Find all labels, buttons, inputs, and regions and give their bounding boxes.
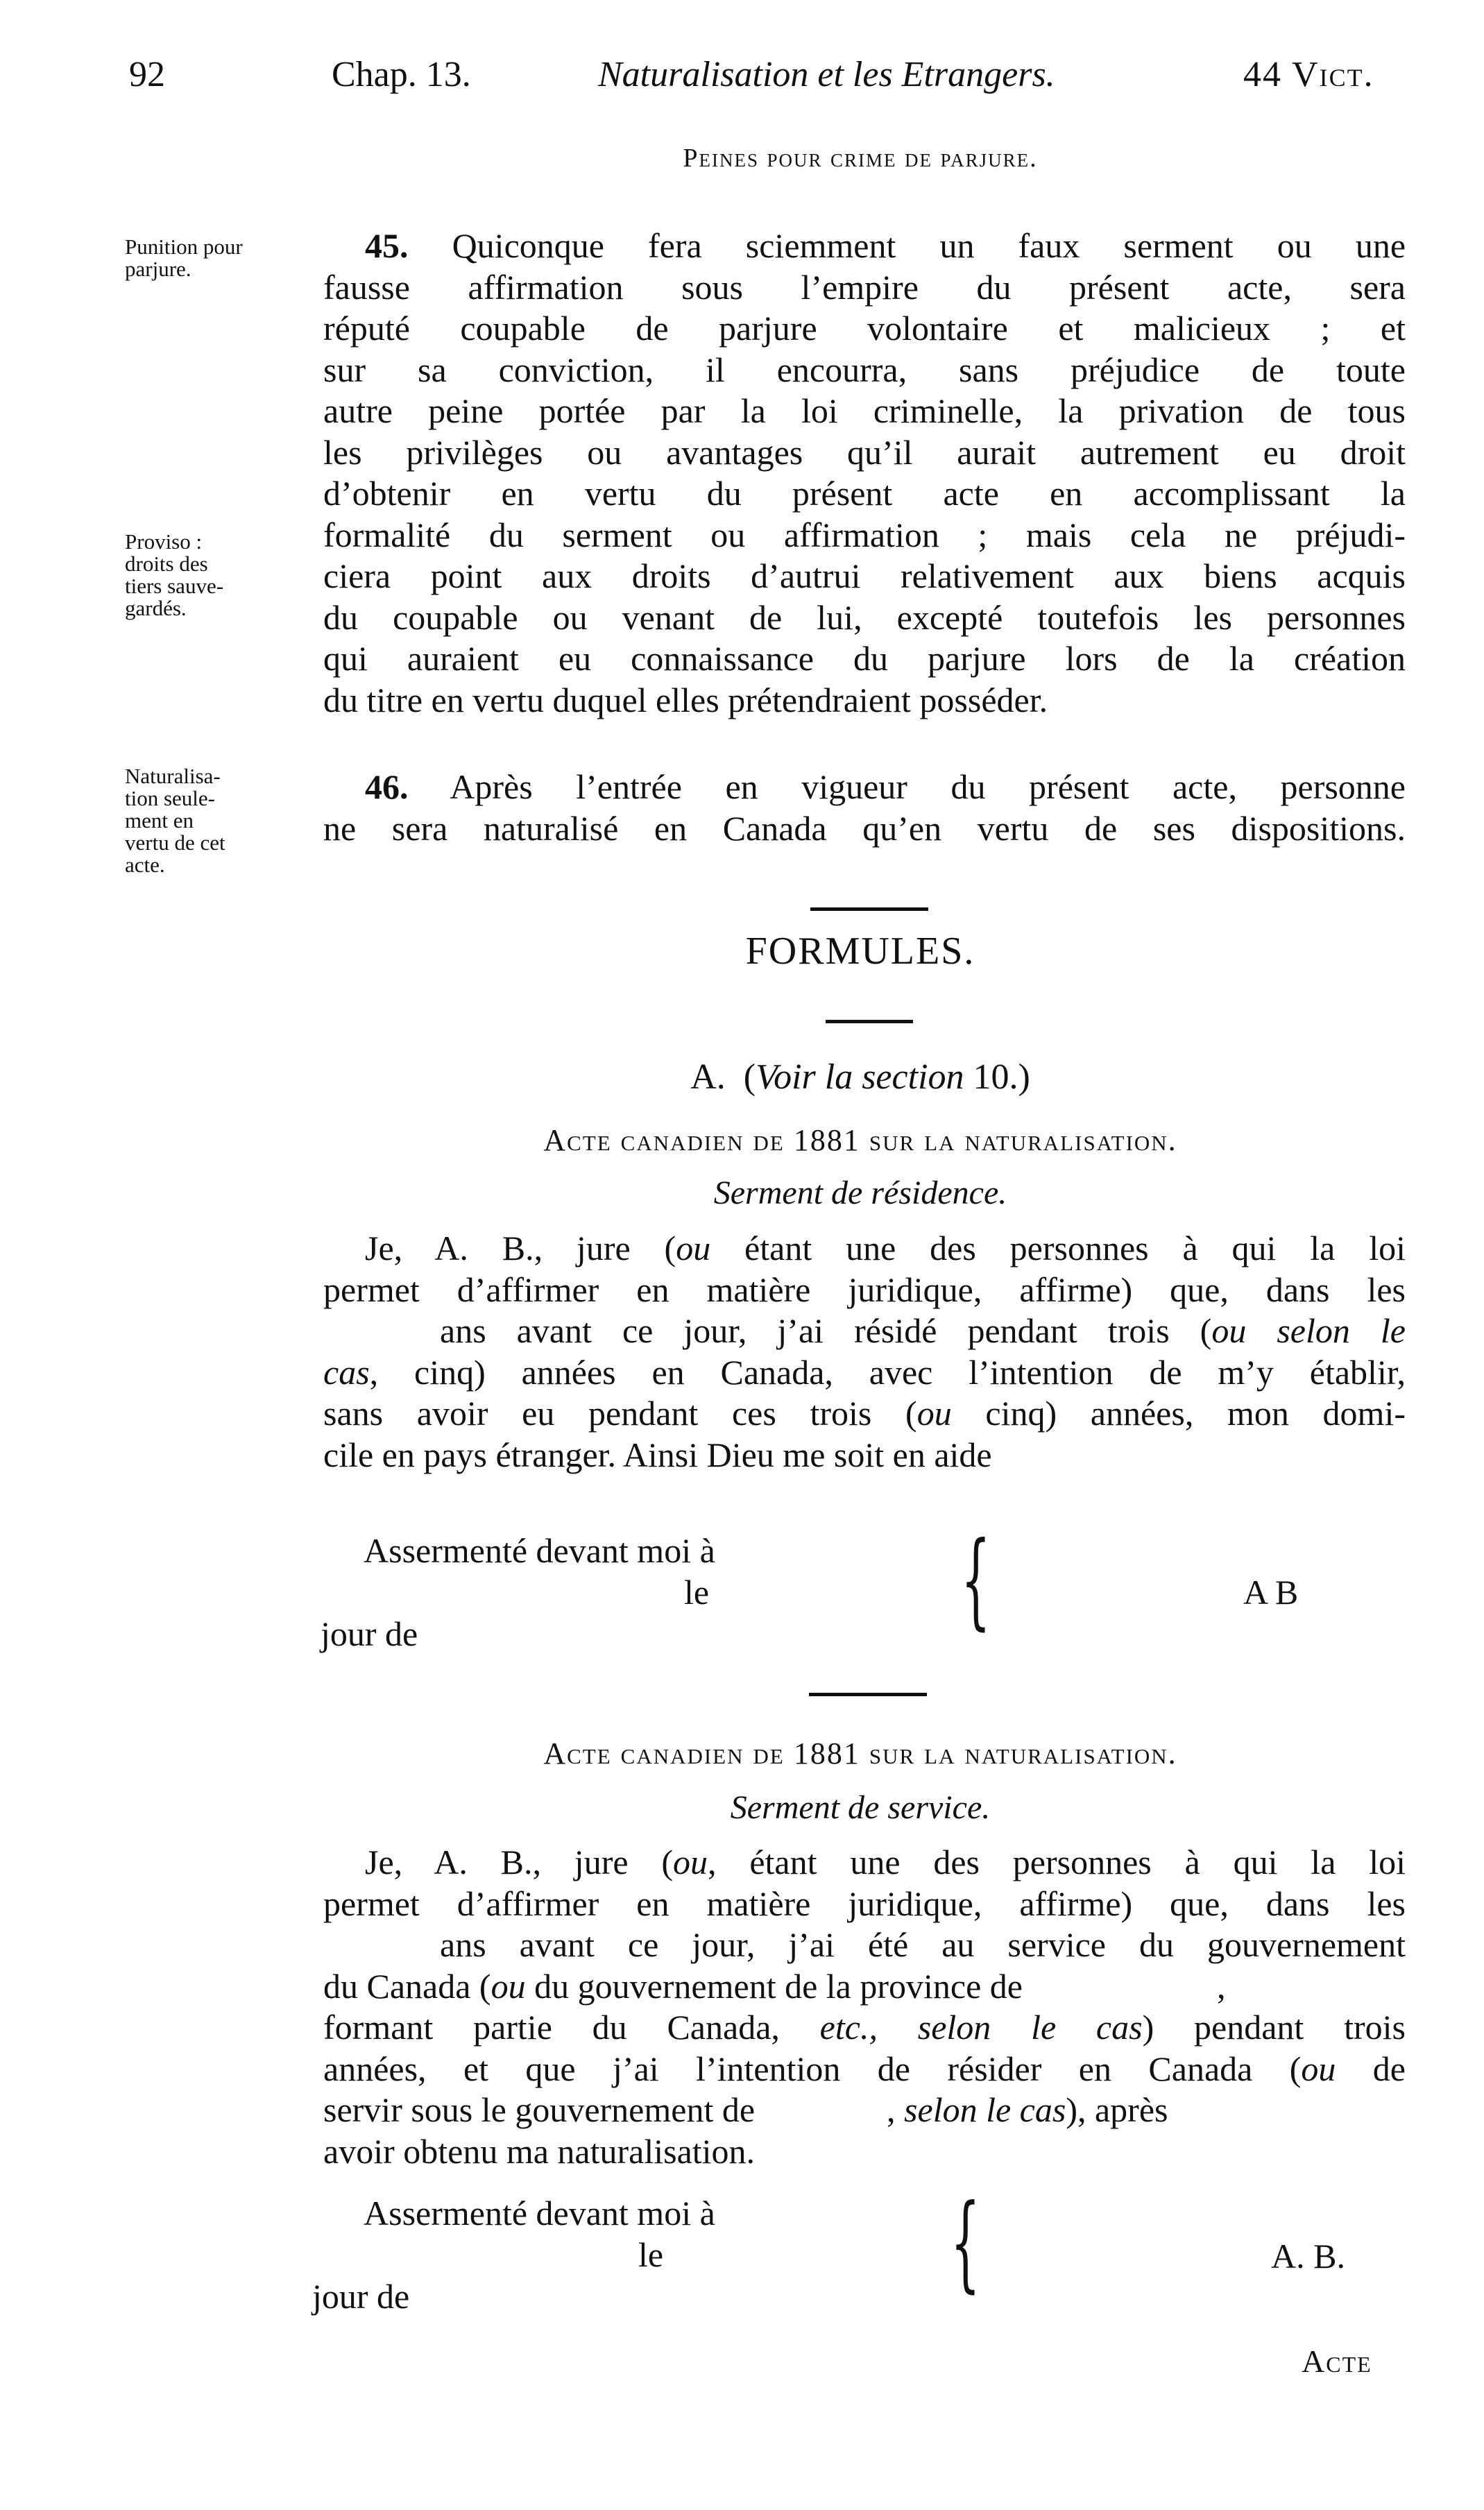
catchword: Acte xyxy=(1302,2343,1372,2379)
section-45 xyxy=(323,225,1406,721)
text-span: du gouvernement de la province de xyxy=(525,1966,1023,2006)
text-line: avoir obtenu ma naturalisation. xyxy=(323,2131,756,2171)
margin-note-line: vertu de cet xyxy=(125,830,225,855)
margin-note-line: Punition pour xyxy=(125,234,243,259)
text-line: ans avant ce jour, j’ai été au service du gouvernement xyxy=(440,1925,1406,1964)
sworn-line-2: le xyxy=(684,1573,710,1612)
margin-note-punition xyxy=(125,236,319,280)
sworn-line-3: jour de xyxy=(321,1614,418,1653)
sworn-line-2: le xyxy=(638,2235,664,2274)
section-subheading: Peines pour crime de parjure. xyxy=(683,144,1038,173)
text-span: de xyxy=(1336,2049,1406,2088)
text-span: du Canada ( xyxy=(323,1966,491,2006)
regnal-year: 44 Vict. xyxy=(1243,55,1374,94)
margin-note-line: tiers sauve- xyxy=(125,574,224,598)
form-a-oath-title: Serment de résidence. xyxy=(713,1175,1007,1211)
text-line xyxy=(323,1393,1406,1435)
text-span: ou selon le xyxy=(1211,1311,1406,1350)
margin-note-line: tion seule- xyxy=(125,786,215,810)
text-span: cinq) années, mon domi- xyxy=(951,1394,1406,1433)
text-span: ou xyxy=(1301,2049,1336,2088)
text-line: qui auraient eu connaissance du parjure lors de la création xyxy=(323,639,1406,678)
text-span: Après l’entrée en vigueur du présent acte, personne xyxy=(450,767,1406,806)
margin-note-line: gardés. xyxy=(125,596,187,620)
text-line xyxy=(323,2007,1406,2049)
text-span: , étant une des personnes à qui la loi xyxy=(708,1843,1406,1881)
form-a-heading xyxy=(312,1056,1408,1099)
divider-rule xyxy=(810,907,928,911)
text-line: autre peine portée par la loi criminelle, la privation de tous xyxy=(323,391,1406,430)
text-span: ou xyxy=(673,1843,708,1881)
divider-rule xyxy=(826,1020,913,1023)
form-b-act-title: Acte canadien de 1881 sur la naturalisation. xyxy=(543,1736,1177,1770)
text-line xyxy=(323,767,1406,808)
form-ref-italic: Voir la section xyxy=(756,1057,964,1097)
margin-note-proviso xyxy=(125,531,319,620)
text-line xyxy=(323,1311,1406,1352)
margin-note-line: parjure. xyxy=(125,257,191,281)
text-line: ne sera naturalisé en Canada qu’en vertu de ses dispositions. xyxy=(323,808,1406,848)
form-b-text xyxy=(323,1842,1406,2172)
text-span: ou xyxy=(491,1966,526,2006)
text-span: ) pendant trois xyxy=(1142,2008,1406,2047)
text-span: ), après xyxy=(1066,2090,1168,2129)
text-span: selon le cas xyxy=(904,2090,1066,2129)
margin-note-line: acte. xyxy=(125,853,165,877)
text-span: ou xyxy=(676,1229,711,1267)
margin-note-line: ment en xyxy=(125,808,194,833)
signature-placeholder: A. B. xyxy=(1271,2237,1345,2276)
text-line: les privilèges ou avantages qu’il aurait autrement eu droit xyxy=(323,432,1406,472)
section-number: 45. xyxy=(365,226,409,265)
chapter-label: Chap. 13. xyxy=(332,55,471,94)
page-number: 92 xyxy=(129,55,165,94)
form-ref-number: 10.) xyxy=(973,1057,1030,1097)
text-span: , xyxy=(887,2090,905,2129)
text-line: permet d’affirmer en matière juridique, affirme) que, dans les xyxy=(323,1884,1406,1923)
text-line: d’obtenir en vertu du présent acte en accomplissant la xyxy=(323,474,1406,513)
section-number: 46. xyxy=(365,767,409,806)
text-span: formant partie du Canada, xyxy=(323,2008,820,2047)
text-span: , xyxy=(1216,1966,1226,2006)
sworn-line-1: Assermenté devant moi à xyxy=(364,2194,715,2232)
margin-note-line: Proviso : xyxy=(125,529,203,554)
text-span: etc., selon le cas xyxy=(819,2008,1143,2047)
brace-symbol: { xyxy=(950,2183,980,2303)
running-title: Naturalisation et les Etrangers. xyxy=(598,55,1055,94)
text-line: formalité du serment ou affirmation ; mais cela ne préjudi- xyxy=(323,515,1406,554)
text-line: du coupable ou venant de lui, excepté toutefois les personnes xyxy=(323,597,1406,637)
margin-note-line: droits des xyxy=(125,552,208,576)
text-span: , cinq) années en Canada, avec l’intention de m’y établir, xyxy=(369,1352,1406,1392)
text-line: du titre en vertu duquel elles prétendraient posséder. xyxy=(323,680,1048,719)
brace-symbol: { xyxy=(961,1520,991,1641)
text-line: permet d’affirmer en matière juridique, affirme) que, dans les xyxy=(323,1270,1406,1309)
text-line xyxy=(323,1966,1406,2008)
sworn-line-3: jour de xyxy=(312,2277,410,2316)
text-line: ciera point aux droits d’autrui relativement aux biens acquis xyxy=(323,556,1406,595)
text-span: ans avant ce jour, j’ai résidé pendant trois ( xyxy=(440,1311,1212,1350)
text-span: années, et que j’ai l’intention de résider en Canada ( xyxy=(323,2049,1302,2088)
text-span: servir sous le gouvernement de xyxy=(323,2090,756,2129)
text-line: cile en pays étranger. Ainsi Dieu me soit en aide xyxy=(323,1435,992,1474)
text-span: ou xyxy=(916,1394,952,1433)
sworn-line-1: Assermenté devant moi à xyxy=(364,1531,715,1570)
divider-rule xyxy=(809,1693,927,1696)
form-a-text xyxy=(323,1228,1406,1476)
formules-heading: FORMULES. xyxy=(745,930,975,973)
text-line xyxy=(323,1842,1406,1884)
text-span: étant une des personnes à qui la loi xyxy=(710,1229,1406,1267)
text-line xyxy=(323,2090,1406,2131)
text-line: fausse affirmation sous l’empire du présent acte, sera xyxy=(323,267,1406,307)
text-line xyxy=(323,1228,1406,1270)
text-line: sur sa conviction, il encourra, sans préjudice de toute xyxy=(323,350,1406,389)
text-line xyxy=(323,225,1406,267)
text-span: Je, A. B., jure ( xyxy=(365,1229,676,1267)
margin-note-naturalisation xyxy=(125,765,319,876)
text-line xyxy=(323,2049,1406,2090)
text-span: cas xyxy=(323,1352,370,1392)
form-b-oath-title: Serment de service. xyxy=(730,1789,991,1826)
text-line: réputé coupable de parjure volontaire et malicieux ; et xyxy=(323,309,1406,348)
margin-note-line: Naturalisa- xyxy=(125,764,221,788)
text-span: Quiconque fera sciemment un faux serment ou une xyxy=(452,226,1406,265)
signature-placeholder: A B xyxy=(1243,1573,1299,1612)
section-46 xyxy=(323,767,1406,849)
text-line xyxy=(323,1352,1406,1394)
text-span: Je, A. B., jure ( xyxy=(365,1843,674,1881)
text-span: sans avoir eu pendant ces trois ( xyxy=(323,1394,917,1433)
form-ref-open: ( xyxy=(743,1057,756,1097)
form-a-act-title: Acte canadien de 1881 sur la naturalisation. xyxy=(543,1123,1177,1157)
form-letter: A. xyxy=(690,1057,726,1097)
